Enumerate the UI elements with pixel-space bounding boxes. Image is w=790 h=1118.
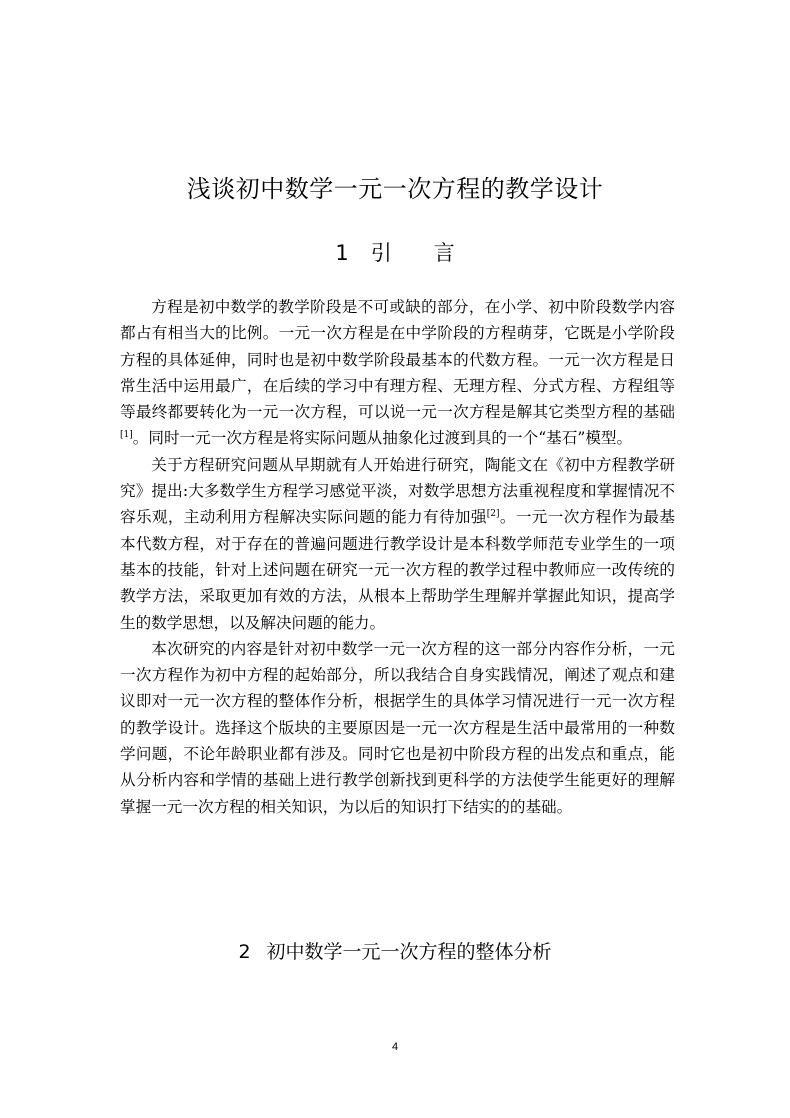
section-heading-overall-analysis	[0, 938, 790, 966]
paragraph-2	[120, 452, 675, 636]
section-title-char: 言	[433, 241, 455, 265]
paragraph-text: 。同时一元一次方程是将实际问题从抽象化过渡到具的一个“基石”模型。	[132, 429, 633, 448]
paragraph-text: 关于方程研究问题从早期就有人开始进行研究，陶能文在《初中方程教学研究》提出:大多数学生方程学习感觉平淡，对数学思想方法重视程度和掌握情况不容乐观，主动利用方程解决实际问题的能力有待加强	[120, 455, 675, 527]
citation-ref: [1]	[120, 430, 133, 441]
section-title: 初中数学一元一次方程的整体分析	[266, 941, 552, 963]
paragraph-1	[120, 294, 675, 452]
body-text	[120, 294, 675, 820]
section-number: 2	[238, 941, 251, 963]
paragraph-text: 方程是初中数学的教学阶段是不可或缺的部分，在小学、初中阶段数学内容都占有相当大的比例。一元一次方程是在中学阶段的方程萌芽，它既是小学阶段方程的具体延伸，同时也是初中数学阶段最基本的代数方程。一元一次方程是日常生活中运用最广，在后续的学习中有理方程、无理方程、分式方程、方程组等等最终都要转化为一元一次方程，可以说一元一次方程是解其它类型方程的基础	[120, 298, 675, 422]
paragraph-3: 本次研究的内容是针对初中数学一元一次方程的这一部分内容作分析，一元一次方程作为初中方程的起始部分，所以我结合自身实践情况，阐述了观点和建议即对一元一次方程的整体作分析，根据学生的具体学习情况进行一元一次方程的教学设计。选择这个版块的主要原因是一元一次方程是生活中最常用的一种数学问题，不论年龄职业都有涉及。同时它也是初中阶段方程的出发点和重点，能从分析内容和学情的基础上进行教学创新找到更科学的方法使学生能更好的理解掌握一元一次方程的相关知识，为以后的知识打下结实的的基础。	[120, 639, 675, 816]
page-number: 4	[391, 1041, 399, 1053]
section-heading-introduction	[0, 238, 790, 268]
paragraph-text: 。一元一次方程作为最基本代数方程，对于存在的普遍问题进行教学设计是本科数学师范专业学生的一项基本的技能，针对上述问题在研究一元一次方程的教学过程中教师应一改传统的教学方法，采取更加有效的方法，从根本上帮助学生理解并掌握此知识，提高学生的数学思想，以及解决问题的能力。	[120, 508, 675, 632]
paper-title: 浅谈初中数学一元一次方程的教学设计	[186, 175, 604, 203]
citation-ref: [2]	[486, 509, 500, 520]
section-title-char: 引	[370, 241, 392, 265]
section-number: 1	[335, 241, 349, 265]
